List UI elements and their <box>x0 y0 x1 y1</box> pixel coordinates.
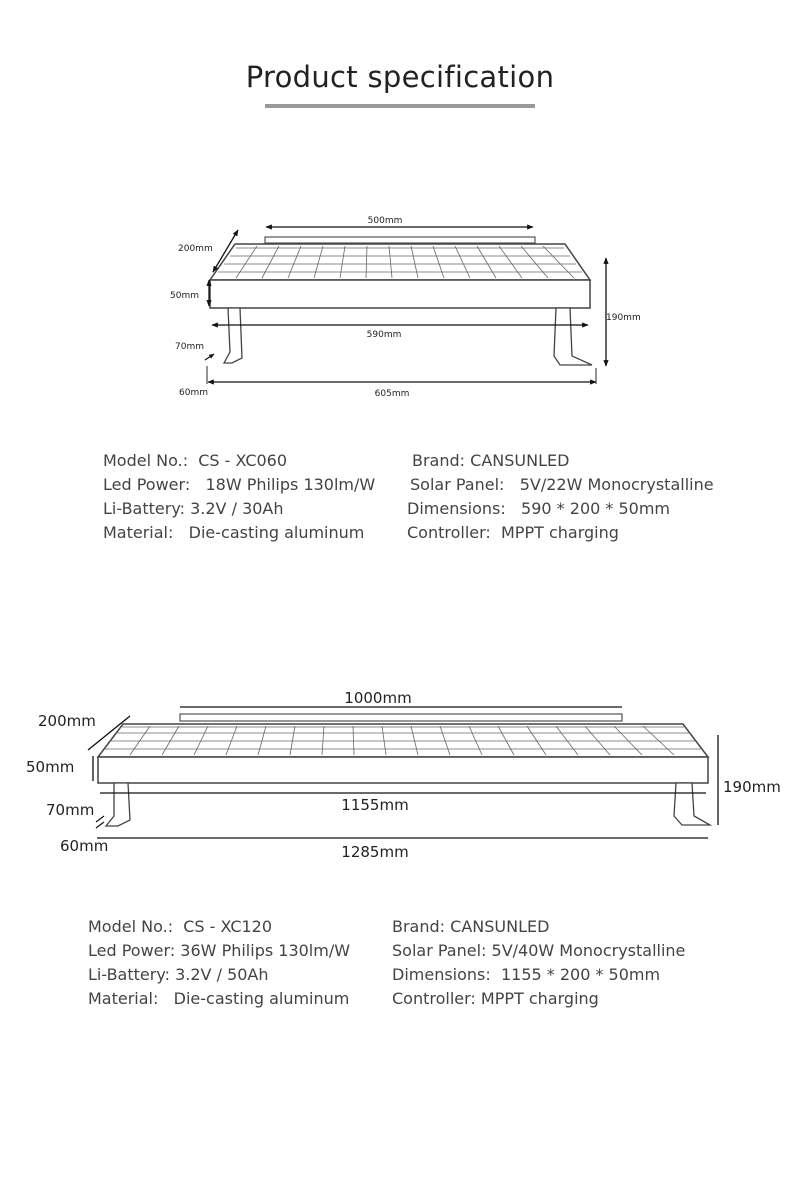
product1-top-bar <box>265 237 535 243</box>
product2-top-bar <box>180 714 622 721</box>
product1-spec-led-power: Led Power: 18W Philips 130lm/W <box>103 475 376 494</box>
product2-dim-height: 190mm <box>723 778 781 796</box>
product1-dim-length: 590mm <box>366 330 402 340</box>
product2-dim-length: 1155mm <box>341 796 409 814</box>
product2-dim-depth: 200mm <box>38 712 96 730</box>
product1-left-leg <box>224 308 242 363</box>
product1-spec-brand: Brand: CANSUNLED <box>412 451 570 470</box>
product1-right-leg <box>554 308 592 365</box>
product1-dim-thickness: 50mm <box>170 291 199 301</box>
product1-spec-solar-panel: Solar Panel: 5V/22W Monocrystalline <box>410 475 714 494</box>
title-underline <box>265 104 535 108</box>
product2-spec-led-power: Led Power: 36W Philips 130lm/W <box>88 941 351 960</box>
product1-spec-controller: Controller: MPPT charging <box>407 523 619 542</box>
product1-spec-model: Model No.: CS - XC060 <box>103 451 288 470</box>
product2-spec-controller: Controller: MPPT charging <box>392 989 599 1008</box>
product1-solar-panel <box>210 244 590 280</box>
product1-dim-depth: 200mm <box>178 244 213 254</box>
product2-dim-foot: 70mm <box>46 801 95 819</box>
product1-spec-dimensions: Dimensions: 590 * 200 * 50mm <box>407 499 670 518</box>
product1-drawing <box>0 200 800 410</box>
product1-body <box>210 280 590 308</box>
product1-spec-material: Material: Die-casting aluminum <box>103 523 365 542</box>
product2-dim-total-length: 1285mm <box>341 843 409 861</box>
product1-dim-total-length: 605mm <box>374 389 410 399</box>
product1-dim-base-offset: 60mm <box>179 388 208 398</box>
product2-left-leg <box>106 783 130 826</box>
product2-body <box>98 757 708 783</box>
product2-spec-battery: Li-Battery: 3.2V / 50Ah <box>88 965 269 984</box>
product1-dim-foot: 70mm <box>175 342 204 352</box>
product2-dim-base-offset: 60mm <box>60 837 109 855</box>
product2-dim-thickness: 50mm <box>26 758 75 776</box>
product1-dim-height: 190mm <box>606 313 641 323</box>
product2-spec-solar-panel: Solar Panel: 5V/40W Monocrystalline <box>392 941 686 960</box>
product2-spec-model: Model No.: CS - XC120 <box>88 917 273 936</box>
page-title: Product specification <box>245 60 555 94</box>
product2-spec-brand: Brand: CANSUNLED <box>392 917 550 936</box>
product2-drawing <box>0 670 800 870</box>
product2-spec-material: Material: Die-casting aluminum <box>88 989 350 1008</box>
product1-spec-battery: Li-Battery: 3.2V / 30Ah <box>103 499 284 518</box>
product1-dim-top-width: 500mm <box>367 216 403 226</box>
product2-dim-top-width: 1000mm <box>344 689 412 707</box>
product2-spec-dimensions: Dimensions: 1155 * 200 * 50mm <box>392 965 661 984</box>
product2-right-leg <box>674 783 710 825</box>
